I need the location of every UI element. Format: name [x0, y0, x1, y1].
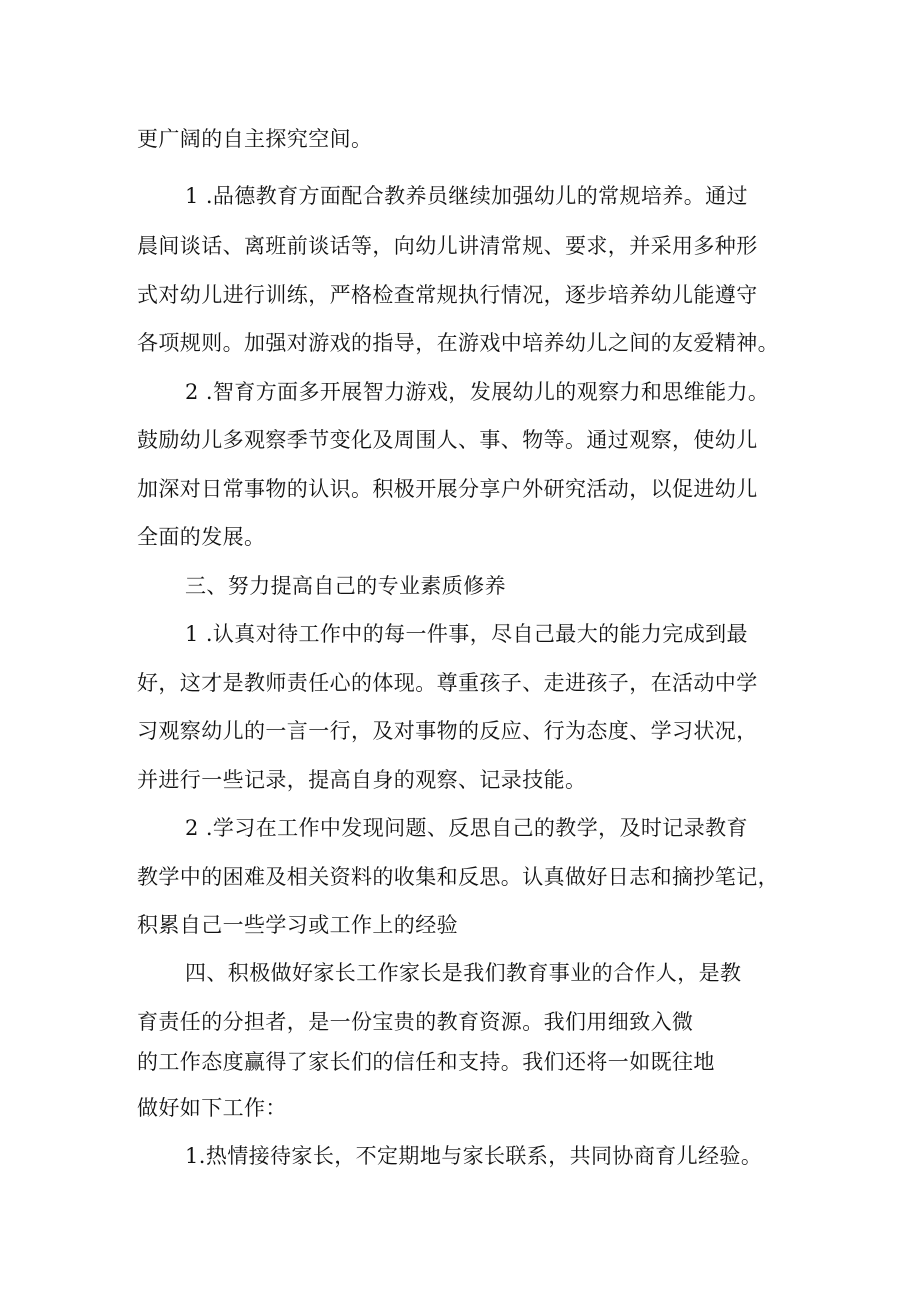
paragraph-line: 育责任的分担者，是一份宝贵的教育资源。我们用细致入微	[137, 1010, 694, 1034]
paragraph-line: 加深对日常事物的认识。积极开展分享户外研究活动，以促进幼儿	[137, 477, 758, 501]
paragraph-line: 并进行一些记录，提高自身的观察、记录技能。	[137, 768, 587, 792]
paragraph-line: 2 .学习在工作中发现问题、反思自己的教学，及时记录教育	[185, 816, 748, 840]
paragraph-line: 好，这才是教师责任心的体现。尊重孩子、走进孩子，在活动中学	[137, 671, 758, 695]
paragraph-line: 习观察幼儿的一言一行，及对事物的反应、行为态度、学习状况，	[137, 719, 758, 743]
paragraph-line: 教学中的困难及相关资料的收集和反思。认真做好日志和摘抄笔记，	[137, 865, 779, 889]
paragraph-line: 式对幼儿进行训练，严格检查常规执行情况，逐步培养幼儿能遵守	[137, 283, 758, 307]
paragraph-line: 鼓励幼儿多观察季节变化及周围人、事、物等。通过观察，使幼儿	[137, 428, 758, 452]
paragraph-line: 的工作态度赢得了家长们的信任和支持。我们还将一如既往地	[137, 1050, 715, 1074]
section-heading: 三、努力提高自己的专业素质修养	[185, 574, 506, 598]
paragraph-line: 更广阔的自主探究空间。	[137, 127, 373, 151]
paragraph-line: 各项规则。加强对游戏的指导，在游戏中培养幼儿之间的友爱精神。	[137, 331, 779, 355]
paragraph-line: 晨间谈话、离班前谈话等，向幼儿讲清常规、要求，并采用多种形	[137, 234, 758, 258]
paragraph-line: 1 .品德教育方面配合教养员继续加强幼儿的常规培养。通过	[185, 184, 748, 208]
paragraph-line: 1 .认真对待工作中的每一件事，尽自己最大的能力完成到最	[185, 622, 748, 646]
paragraph-line: 1.热情接待家长，不定期地与家长联系，共同协商育儿经验。	[185, 1144, 763, 1168]
paragraph-line: 积累自己一些学习或工作上的经验	[137, 913, 458, 937]
paragraph-line: 全面的发展。	[137, 525, 266, 549]
paragraph-line: 做好如下工作：	[137, 1096, 287, 1120]
section-heading: 四、积极做好家长工作家长是我们教育事业的合作人，是教	[185, 961, 742, 985]
paragraph-line: 2 .智育方面多开展智力游戏，发展幼儿的观察力和思维能力。	[185, 380, 770, 404]
